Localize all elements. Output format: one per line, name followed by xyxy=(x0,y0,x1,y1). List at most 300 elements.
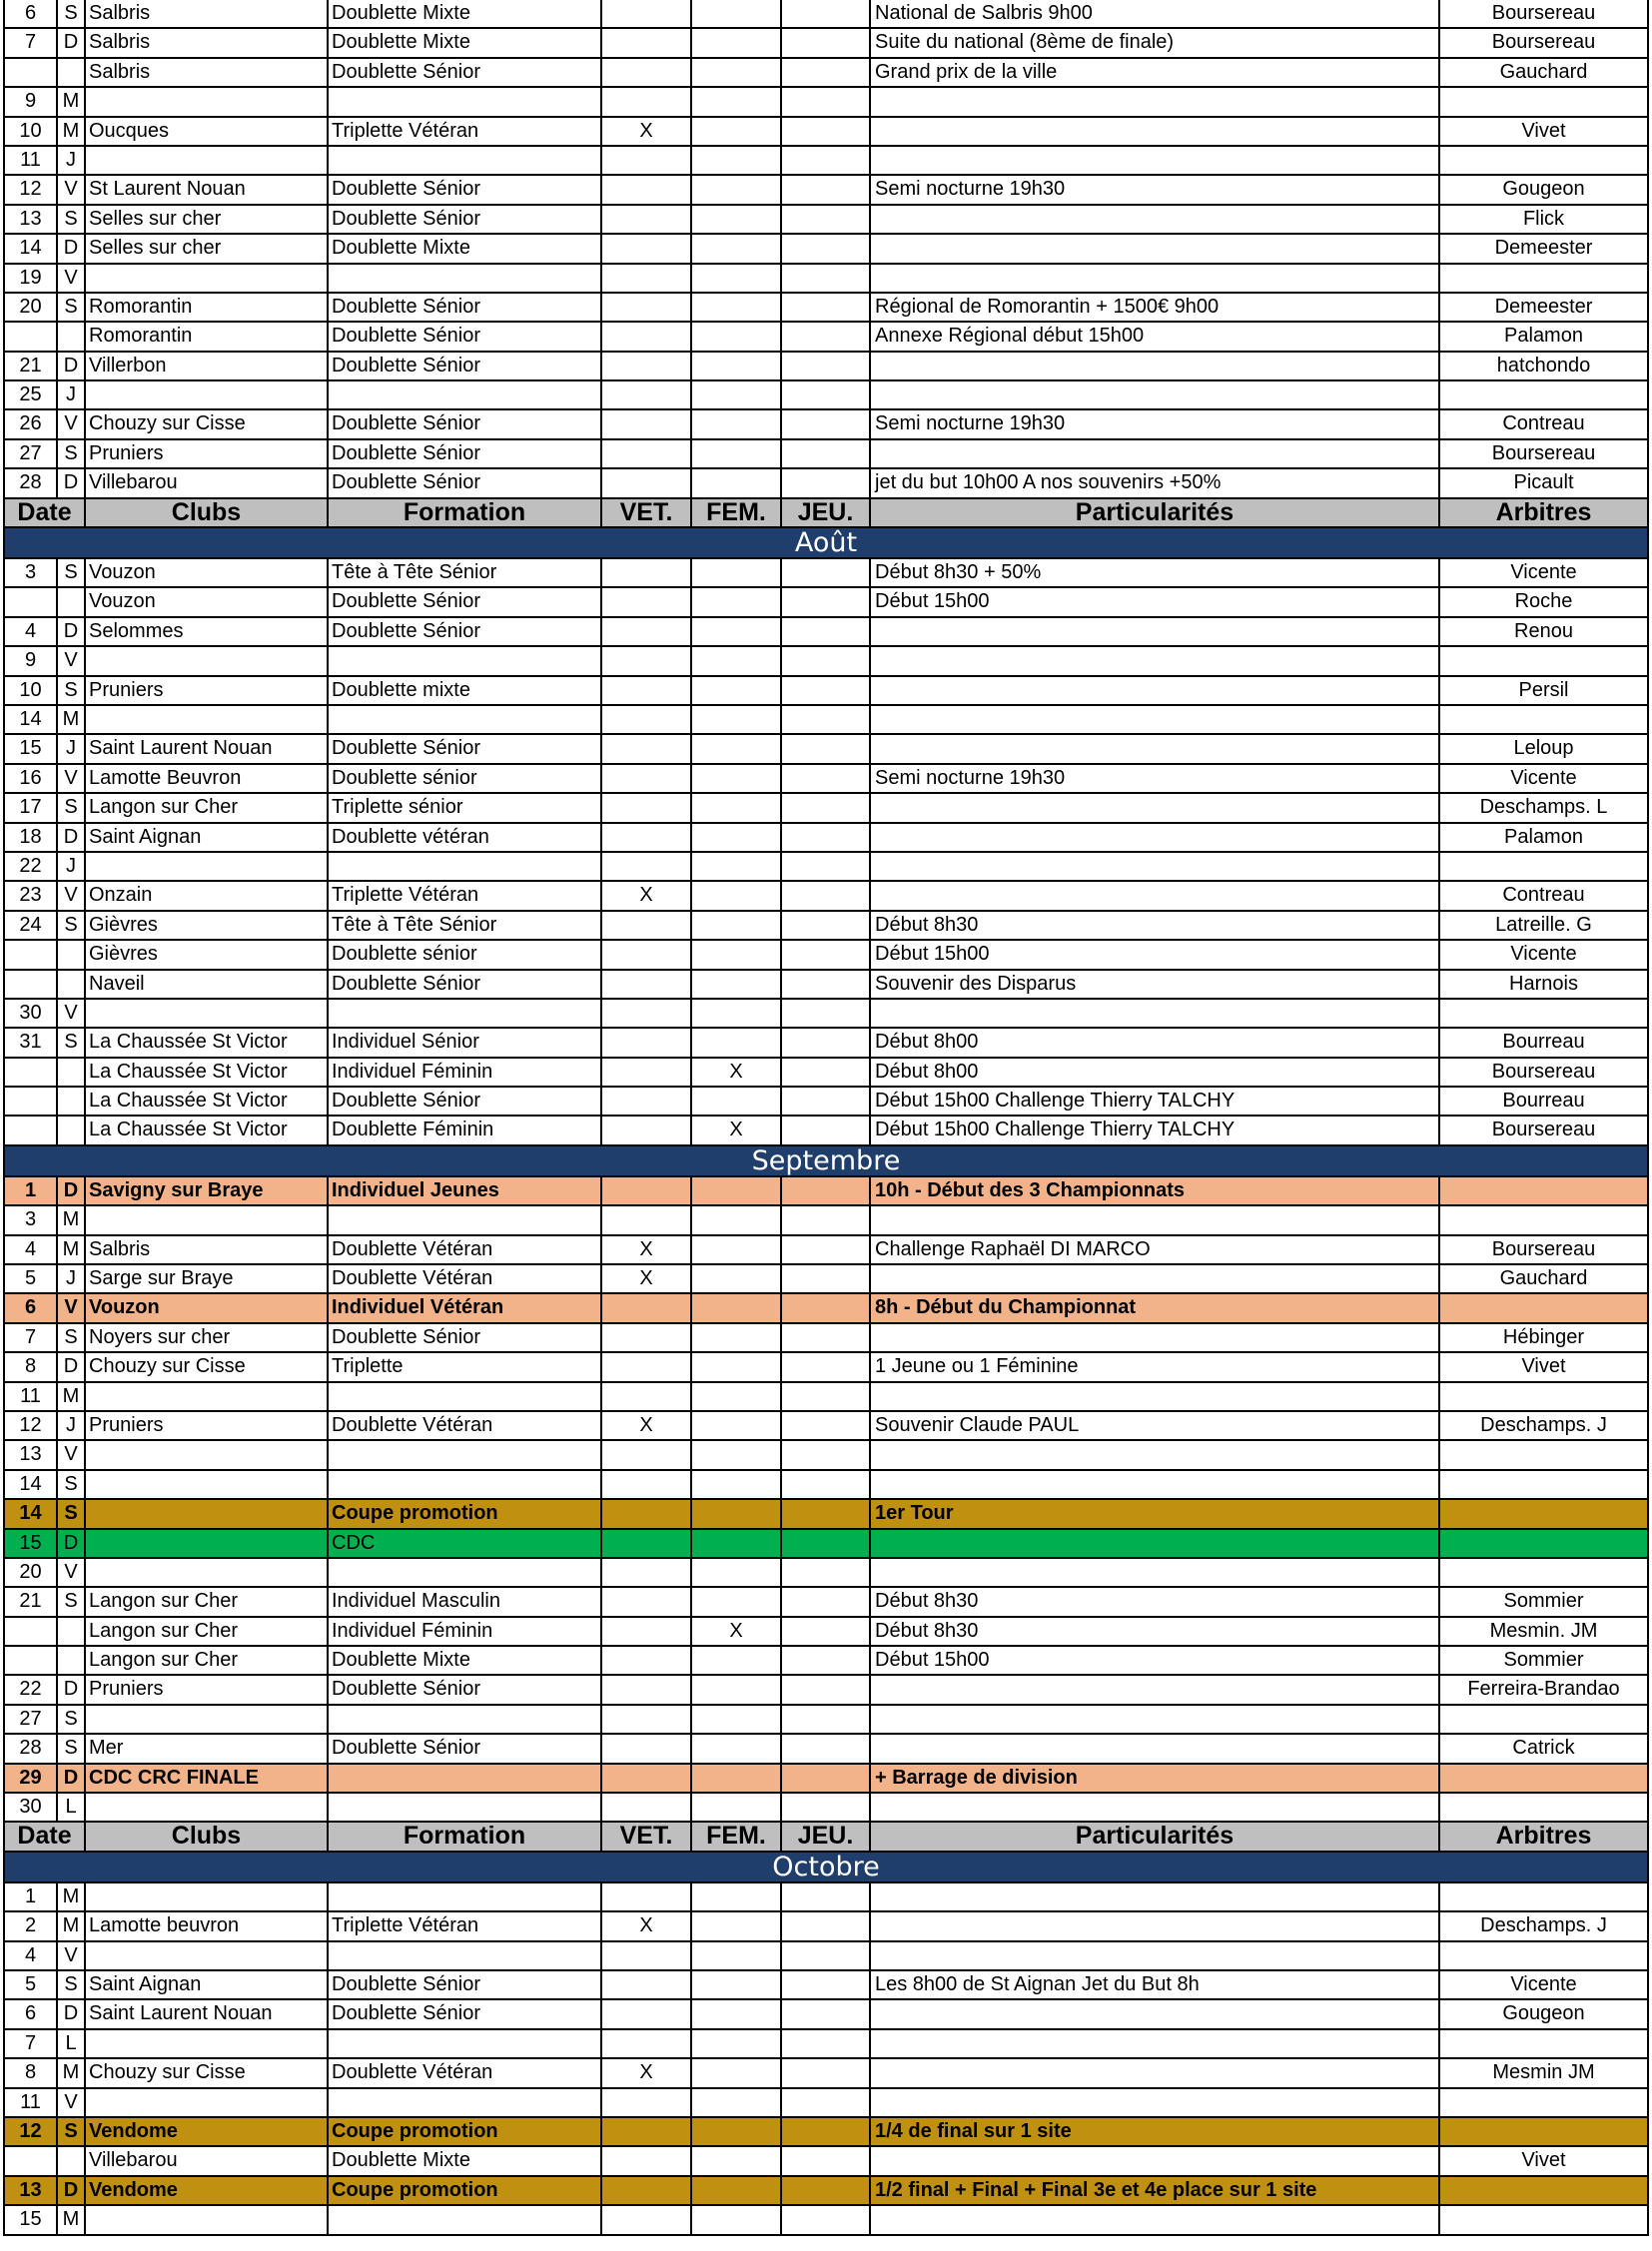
day-cell: 7 xyxy=(5,29,58,56)
referee-cell xyxy=(1440,1294,1649,1321)
formation-cell: Doublette Mixte xyxy=(329,2147,602,2174)
feminine-cell xyxy=(692,1735,782,1762)
referee-cell: Harnois xyxy=(1440,971,1649,998)
table-row xyxy=(3,29,1649,58)
youth-cell xyxy=(782,1971,871,1998)
formation-cell xyxy=(329,2089,602,2116)
formation-cell: Coupe promotion xyxy=(329,2177,602,2204)
table-row xyxy=(3,765,1649,794)
formation-cell: Individuel Sénior xyxy=(329,1029,602,1056)
day-cell: 14 xyxy=(5,1500,58,1527)
youth-cell xyxy=(782,294,871,321)
details-cell: jet du but 10h00 A nos souvenirs +50% xyxy=(871,469,1440,496)
feminine-cell xyxy=(692,294,782,321)
formation-cell xyxy=(329,1942,602,1969)
club-cell: Vendome xyxy=(86,2118,329,2145)
youth-cell xyxy=(782,1177,871,1204)
weekday-cell: S xyxy=(58,1735,86,1762)
youth-cell xyxy=(782,2000,871,2027)
details-cell: Début 15h00 Challenge Thierry TALCHY xyxy=(871,1117,1440,1143)
table-row xyxy=(3,1353,1649,1382)
column-header-row xyxy=(3,499,1649,528)
table-row xyxy=(3,1883,1649,1912)
weekday-cell: J xyxy=(58,735,86,762)
formation-cell: Individuel Féminin xyxy=(329,1618,602,1645)
veteran-cell xyxy=(602,88,692,115)
feminine-cell xyxy=(692,1294,782,1321)
club-cell: Langon sur Cher xyxy=(86,794,329,821)
weekday-cell: M xyxy=(58,706,86,733)
youth-cell xyxy=(782,2206,871,2233)
formation-cell: Doublette Vétéran xyxy=(329,1412,602,1439)
referee-cell xyxy=(1440,381,1649,408)
veteran-cell xyxy=(602,1206,692,1233)
referee-cell xyxy=(1440,1794,1649,1821)
veteran-cell xyxy=(602,1177,692,1204)
weekday-cell: S xyxy=(58,559,86,586)
veteran-cell: X xyxy=(602,1236,692,1263)
club-cell xyxy=(86,1441,329,1468)
referee-cell: Ferreira-Brandao xyxy=(1440,1676,1649,1703)
formation-cell xyxy=(329,1765,602,1792)
club-cell: Salbris xyxy=(86,0,329,27)
details-cell xyxy=(871,1383,1440,1410)
formation-cell: Triplette xyxy=(329,1353,602,1380)
youth-cell xyxy=(782,206,871,233)
table-row xyxy=(3,265,1649,294)
youth-cell xyxy=(782,647,871,674)
feminine-cell xyxy=(692,2147,782,2174)
table-row xyxy=(3,2118,1649,2147)
weekday-cell: V xyxy=(58,882,86,909)
club-cell xyxy=(86,1530,329,1557)
details-cell: Annexe Régional début 15h00 xyxy=(871,323,1440,350)
details-cell xyxy=(871,618,1440,645)
veteran-cell xyxy=(602,1706,692,1733)
weekday-cell: V xyxy=(58,1559,86,1586)
veteran-cell xyxy=(602,1353,692,1380)
club-cell xyxy=(86,1471,329,1498)
referee-cell: Boursereau xyxy=(1440,1117,1649,1143)
referee-cell: Vicente xyxy=(1440,941,1649,968)
youth-cell xyxy=(782,1647,871,1674)
club-cell: Langon sur Cher xyxy=(86,1588,329,1615)
table-row xyxy=(3,647,1649,676)
weekday-cell xyxy=(58,1618,86,1645)
referee-cell xyxy=(1440,1500,1649,1527)
club-cell: Romorantin xyxy=(86,294,329,321)
weekday-cell: D xyxy=(58,618,86,645)
veteran-cell xyxy=(602,1000,692,1027)
formation-cell: Doublette vétéran xyxy=(329,824,602,851)
feminine-cell xyxy=(692,118,782,145)
youth-cell xyxy=(782,353,871,379)
club-cell: Villerbon xyxy=(86,353,329,379)
table-row xyxy=(3,912,1649,941)
day-cell: 22 xyxy=(5,1676,58,1703)
day-cell: 31 xyxy=(5,1029,58,1056)
formation-cell xyxy=(329,853,602,880)
veteran-cell xyxy=(602,1618,692,1645)
day-cell xyxy=(5,941,58,968)
table-row xyxy=(3,971,1649,1000)
details-cell xyxy=(871,1265,1440,1292)
club-cell xyxy=(86,2030,329,2057)
weekday-cell xyxy=(58,1059,86,1086)
youth-cell xyxy=(782,1530,871,1557)
referee-cell xyxy=(1440,1206,1649,1233)
veteran-cell xyxy=(602,176,692,203)
details-cell: National de Salbris 9h00 xyxy=(871,0,1440,27)
club-cell: Noyers sur cher xyxy=(86,1324,329,1351)
feminine-cell xyxy=(692,206,782,233)
youth-cell xyxy=(782,971,871,998)
referee-cell xyxy=(1440,2030,1649,2057)
formation-cell: Doublette Féminin xyxy=(329,1117,602,1143)
veteran-cell xyxy=(602,410,692,437)
referee-cell: Boursereau xyxy=(1440,0,1649,27)
day-cell: 9 xyxy=(5,88,58,115)
table-row xyxy=(3,588,1649,617)
day-cell: 13 xyxy=(5,206,58,233)
club-cell: Selles sur cher xyxy=(86,206,329,233)
referee-cell xyxy=(1440,706,1649,733)
referee-cell xyxy=(1440,1559,1649,1586)
details-cell xyxy=(871,1206,1440,1233)
referee-cell xyxy=(1440,1471,1649,1498)
table-row xyxy=(3,1294,1649,1323)
formation-cell: Doublette sénior xyxy=(329,765,602,792)
day-cell: 12 xyxy=(5,2118,58,2145)
youth-cell xyxy=(782,1324,871,1351)
veteran-cell xyxy=(602,706,692,733)
referee-cell: Gauchard xyxy=(1440,1265,1649,1292)
header-part: Particularités xyxy=(871,1823,1440,1850)
weekday-cell: D xyxy=(58,1530,86,1557)
referee-cell: Hébinger xyxy=(1440,1324,1649,1351)
referee-cell: Sommier xyxy=(1440,1647,1649,1674)
day-cell: 11 xyxy=(5,1383,58,1410)
referee-cell: Catrick xyxy=(1440,1735,1649,1762)
details-cell xyxy=(871,1942,1440,1969)
table-row xyxy=(3,323,1649,352)
day-cell: 27 xyxy=(5,440,58,467)
details-cell xyxy=(871,824,1440,851)
formation-cell: Doublette Sénior xyxy=(329,469,602,496)
day-cell: 20 xyxy=(5,294,58,321)
details-cell xyxy=(871,235,1440,262)
youth-cell xyxy=(782,1206,871,1233)
club-cell: Saint Aignan xyxy=(86,1971,329,1998)
details-cell: Challenge Raphaël DI MARCO xyxy=(871,1236,1440,1263)
feminine-cell xyxy=(692,440,782,467)
veteran-cell xyxy=(602,588,692,615)
day-cell: 15 xyxy=(5,735,58,762)
header-fem: FEM. xyxy=(692,499,782,526)
feminine-cell xyxy=(692,971,782,998)
club-cell xyxy=(86,1500,329,1527)
day-cell: 9 xyxy=(5,647,58,674)
veteran-cell xyxy=(602,618,692,645)
day-cell: 13 xyxy=(5,2177,58,2204)
veteran-cell xyxy=(602,765,692,792)
youth-cell xyxy=(782,1942,871,1969)
feminine-cell xyxy=(692,1559,782,1586)
club-cell: Mer xyxy=(86,1735,329,1762)
veteran-cell xyxy=(602,2089,692,2116)
table-row xyxy=(3,1971,1649,2000)
weekday-cell xyxy=(58,588,86,615)
weekday-cell: S xyxy=(58,1471,86,1498)
table-row xyxy=(3,206,1649,235)
day-cell xyxy=(5,1618,58,1645)
club-cell: Salbris xyxy=(86,29,329,56)
youth-cell xyxy=(782,381,871,408)
youth-cell xyxy=(782,1059,871,1086)
weekday-cell: M xyxy=(58,2206,86,2233)
veteran-cell xyxy=(602,1676,692,1703)
feminine-cell xyxy=(692,1324,782,1351)
day-cell: 11 xyxy=(5,2089,58,2116)
details-cell: Semi nocturne 19h30 xyxy=(871,410,1440,437)
referee-cell: Boursereau xyxy=(1440,440,1649,467)
formation-cell: Doublette Vétéran xyxy=(329,1265,602,1292)
veteran-cell xyxy=(602,294,692,321)
club-cell xyxy=(86,381,329,408)
veteran-cell xyxy=(602,353,692,379)
youth-cell xyxy=(782,1883,871,1910)
details-cell: 10h - Début des 3 Championnats xyxy=(871,1177,1440,1204)
club-cell: Villebarou xyxy=(86,469,329,496)
day-cell: 28 xyxy=(5,469,58,496)
table-row xyxy=(3,794,1649,823)
formation-cell: Doublette Mixte xyxy=(329,29,602,56)
formation-cell: Doublette sénior xyxy=(329,941,602,968)
table-row xyxy=(3,440,1649,469)
referee-cell xyxy=(1440,1765,1649,1792)
referee-cell: Renou xyxy=(1440,618,1649,645)
table-row xyxy=(3,706,1649,735)
formation-cell: Doublette Sénior xyxy=(329,588,602,615)
table-row xyxy=(3,559,1649,588)
feminine-cell xyxy=(692,1706,782,1733)
table-row xyxy=(3,1088,1649,1117)
referee-cell xyxy=(1440,1942,1649,1969)
feminine-cell xyxy=(692,1765,782,1792)
club-cell: Selommes xyxy=(86,618,329,645)
formation-cell: Doublette Sénior xyxy=(329,353,602,379)
table-row xyxy=(3,941,1649,970)
table-row xyxy=(3,1441,1649,1470)
veteran-cell xyxy=(602,2030,692,2057)
club-cell: Onzain xyxy=(86,882,329,909)
feminine-cell xyxy=(692,235,782,262)
day-cell xyxy=(5,1117,58,1143)
club-cell: Selles sur cher xyxy=(86,235,329,262)
referee-cell: Gougeon xyxy=(1440,2000,1649,2027)
details-cell: Semi nocturne 19h30 xyxy=(871,765,1440,792)
feminine-cell xyxy=(692,765,782,792)
details-cell xyxy=(871,2147,1440,2174)
veteran-cell xyxy=(602,381,692,408)
details-cell xyxy=(871,853,1440,880)
table-row xyxy=(3,1765,1649,1794)
details-cell xyxy=(871,677,1440,704)
youth-cell xyxy=(782,2177,871,2204)
day-cell: 10 xyxy=(5,677,58,704)
veteran-cell xyxy=(602,1117,692,1143)
club-cell: Chouzy sur Cisse xyxy=(86,1353,329,1380)
details-cell: Début 15h00 xyxy=(871,1647,1440,1674)
day-cell: 21 xyxy=(5,1588,58,1615)
details-cell xyxy=(871,1706,1440,1733)
youth-cell xyxy=(782,1412,871,1439)
feminine-cell xyxy=(692,1383,782,1410)
club-cell: Savigny sur Braye xyxy=(86,1177,329,1204)
youth-cell xyxy=(782,118,871,145)
weekday-cell: J xyxy=(58,147,86,174)
details-cell: Début 15h00 xyxy=(871,941,1440,968)
veteran-cell xyxy=(602,2000,692,2027)
youth-cell xyxy=(782,2030,871,2057)
club-cell: Pruniers xyxy=(86,1676,329,1703)
referee-cell xyxy=(1440,1441,1649,1468)
weekday-cell: D xyxy=(58,824,86,851)
details-cell xyxy=(871,1559,1440,1586)
referee-cell: Boursereau xyxy=(1440,1059,1649,1086)
club-cell xyxy=(86,2089,329,2116)
referee-cell: Picault xyxy=(1440,469,1649,496)
day-cell: 13 xyxy=(5,1441,58,1468)
referee-cell: Palamon xyxy=(1440,323,1649,350)
veteran-cell xyxy=(602,1441,692,1468)
feminine-cell xyxy=(692,2089,782,2116)
referee-cell: Bourreau xyxy=(1440,1029,1649,1056)
club-cell xyxy=(86,88,329,115)
weekday-cell: D xyxy=(58,1353,86,1380)
table-row xyxy=(3,2206,1649,2235)
table-row xyxy=(3,294,1649,323)
details-cell xyxy=(871,1883,1440,1910)
youth-cell xyxy=(782,1117,871,1143)
formation-cell: Doublette Sénior xyxy=(329,294,602,321)
club-cell: Romorantin xyxy=(86,323,329,350)
referee-cell: hatchondo xyxy=(1440,353,1649,379)
weekday-cell: M xyxy=(58,1883,86,1910)
referee-cell: Contreau xyxy=(1440,882,1649,909)
day-cell: 29 xyxy=(5,1765,58,1792)
youth-cell xyxy=(782,765,871,792)
day-cell: 1 xyxy=(5,1883,58,1910)
youth-cell xyxy=(782,323,871,350)
weekday-cell: D xyxy=(58,2177,86,2204)
youth-cell xyxy=(782,2059,871,2086)
feminine-cell xyxy=(692,1353,782,1380)
day-cell: 17 xyxy=(5,794,58,821)
weekday-cell: S xyxy=(58,1029,86,1056)
table-row xyxy=(3,1383,1649,1412)
feminine-cell: X xyxy=(692,1059,782,1086)
day-cell: 22 xyxy=(5,853,58,880)
table-row xyxy=(3,88,1649,117)
referee-cell xyxy=(1440,2089,1649,2116)
veteran-cell xyxy=(602,853,692,880)
weekday-cell: M xyxy=(58,1236,86,1263)
club-cell: Lamotte beuvron xyxy=(86,1912,329,1939)
formation-cell xyxy=(329,1794,602,1821)
formation-cell xyxy=(329,265,602,292)
weekday-cell: J xyxy=(58,381,86,408)
weekday-cell: J xyxy=(58,1412,86,1439)
club-cell: Vouzon xyxy=(86,588,329,615)
club-cell: Gièvres xyxy=(86,941,329,968)
weekday-cell: D xyxy=(58,1676,86,1703)
feminine-cell xyxy=(692,2000,782,2027)
day-cell: 7 xyxy=(5,2030,58,2057)
referee-cell xyxy=(1440,2118,1649,2145)
table-row xyxy=(3,1676,1649,1705)
youth-cell xyxy=(782,88,871,115)
club-cell: La Chaussée St Victor xyxy=(86,1088,329,1115)
feminine-cell xyxy=(692,941,782,968)
formation-cell: Individuel Vétéran xyxy=(329,1294,602,1321)
table-row xyxy=(3,2177,1649,2206)
formation-cell xyxy=(329,1206,602,1233)
day-cell xyxy=(5,1088,58,1115)
youth-cell xyxy=(782,176,871,203)
youth-cell xyxy=(782,1236,871,1263)
feminine-cell xyxy=(692,882,782,909)
club-cell: Chouzy sur Cisse xyxy=(86,2059,329,2086)
referee-cell xyxy=(1440,1177,1649,1204)
details-cell xyxy=(871,2059,1440,2086)
youth-cell xyxy=(782,1588,871,1615)
referee-cell: Roche xyxy=(1440,588,1649,615)
youth-cell xyxy=(782,1029,871,1056)
referee-cell: Vivet xyxy=(1440,118,1649,145)
youth-cell xyxy=(782,1706,871,1733)
club-cell xyxy=(86,647,329,674)
referee-cell: Mesmin JM xyxy=(1440,2059,1649,2086)
feminine-cell xyxy=(692,88,782,115)
day-cell: 4 xyxy=(5,1942,58,1969)
formation-cell: Triplette sénior xyxy=(329,794,602,821)
header-part: Particularités xyxy=(871,499,1440,526)
table-row xyxy=(3,1000,1649,1029)
table-row xyxy=(3,1236,1649,1265)
table-row xyxy=(3,1177,1649,1206)
table-row xyxy=(3,235,1649,264)
weekday-cell: V xyxy=(58,1942,86,1969)
formation-cell: Doublette Sénior xyxy=(329,1324,602,1351)
table-row xyxy=(3,1530,1649,1559)
weekday-cell xyxy=(58,59,86,86)
youth-cell xyxy=(782,1794,871,1821)
formation-cell: Doublette Sénior xyxy=(329,323,602,350)
club-cell xyxy=(86,706,329,733)
youth-cell xyxy=(782,147,871,174)
youth-cell xyxy=(782,588,871,615)
formation-cell: Doublette Sénior xyxy=(329,1676,602,1703)
youth-cell xyxy=(782,2147,871,2174)
club-cell: Gièvres xyxy=(86,912,329,939)
youth-cell xyxy=(782,1912,871,1939)
club-cell: St Laurent Nouan xyxy=(86,176,329,203)
referee-cell: Latreille. G xyxy=(1440,912,1649,939)
details-cell xyxy=(871,1735,1440,1762)
referee-cell: Mesmin. JM xyxy=(1440,1618,1649,1645)
formation-cell: Coupe promotion xyxy=(329,2118,602,2145)
